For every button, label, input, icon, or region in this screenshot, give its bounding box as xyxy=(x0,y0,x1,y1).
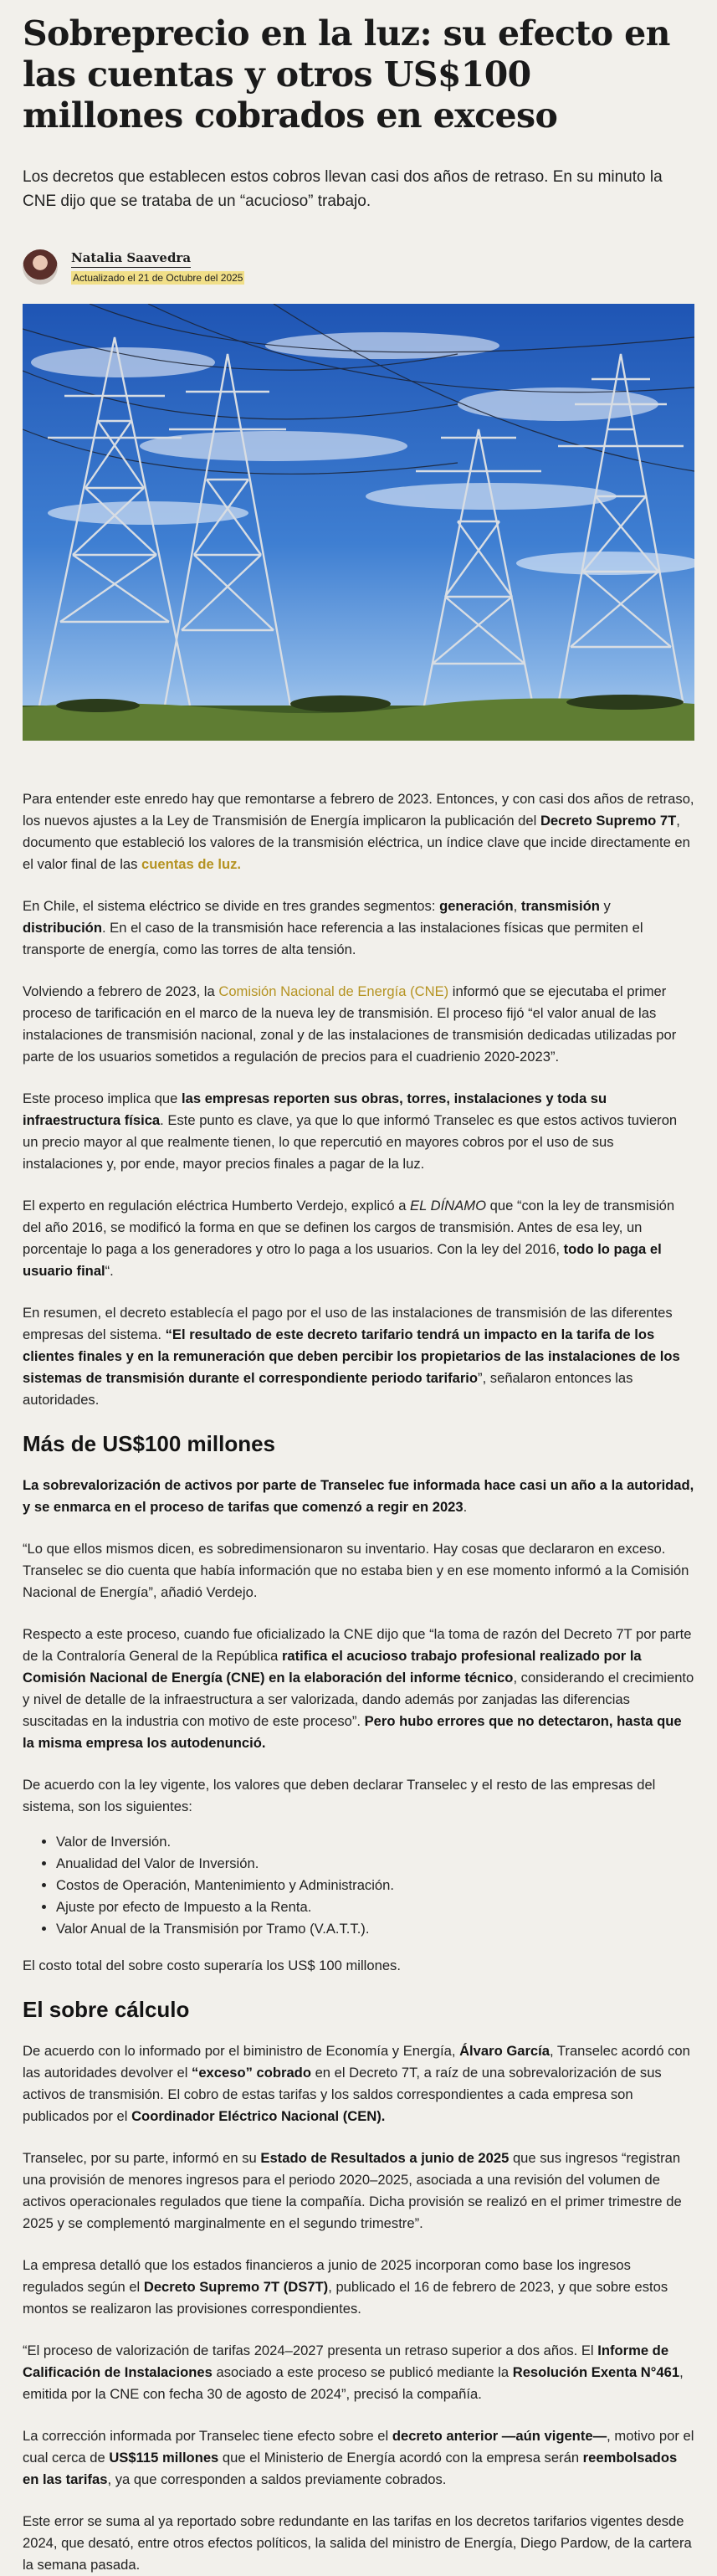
byline xyxy=(23,249,694,285)
paragraph: La empresa detalló que los estados financieros a junio de 2025 incorporan como base los ingresos regulados según el Decreto Supremo 7T (DS7T), publicado el 16 de febrero de 2023, y que sobre estos montos se realizaron las provisiones correspondientes. xyxy=(23,2257,668,2317)
paragraph: Para entender este enredo hay que remontarse a febrero de 2023. Entonces, y con casi dos años de retraso, los nuevos ajustes a la Ley de Transmisión de Energía implicaron la publicación del Decreto Supremo 7T, documento que estableció los valores de la transmisión eléctrica, un índice clave que incide directamente en el valor final de las cuentas de luz. xyxy=(23,791,694,872)
paragraph: Transelec, por su parte, informó en su Estado de Resultados a junio de 2025 que sus ingresos “registran una provisión de menores ingresos para el periodo 2020–2025, asociada a una revisión del volumen de activos operacionales regulados que tiene la compañía. Dicha provisión se realizó en el primer trimestre de 2025 y se complementó marginalmente en el segundo trimestre”. xyxy=(23,2150,682,2231)
section-heading-el-sobre-calculo: El sobre cálculo xyxy=(23,1997,190,2022)
paragraph: De acuerdo con la ley vigente, los valores que deben declarar Transelec y el resto de las empresas del sistema, son los siguientes: xyxy=(23,1777,656,1814)
paragraph: En resumen, el decreto establecía el pago por el uso de las instalaciones de transmisión de las diferentes empresas del sistema. “El resultado de este decreto tarifario tendrá un impacto en la tarifa de los clientes finales y en la remuneración que deben percibir los propietarios de las instalaciones de los sistemas de transmisión durante el correspondiente periodo tarifario”, señalaron entonces las autoridades. xyxy=(23,1305,680,1408)
list-item: • Ajuste por efecto de Impuesto a la Renta. xyxy=(56,1896,694,1918)
paragraph: “Lo que ellos mismos dicen, es sobredimensionaron su inventario. Hay cosas que declararon en exceso. Transelec se dio cuenta que había información que no estaba bien y en ese momento informó a la Comisión Nacional de Energía”, añadió Verdejo. xyxy=(23,1541,689,1600)
paragraph: La sobrevalorización de activos por parte de Transelec fue informada hace casi un año a la autoridad, y se enmarca en el proceso de tarifas que comenzó a regir en 2023. xyxy=(23,1477,694,1515)
updated-date: Actualizado el 21 de Octubre del 2025 xyxy=(73,271,243,284)
paragraph: La corrección informada por Transelec tiene efecto sobre el decreto anterior —aún vigente—, motivo por el cual cerca de US$115 millones que el Ministerio de Energía acordó con la empresa serán reembolsados en las tarifas, ya que corresponden a saldos previamente cobrados. xyxy=(23,2428,694,2487)
list-item: • Anualidad del Valor de Inversión. xyxy=(56,1853,694,1875)
paragraph: Este error se suma al ya reportado sobre redundante en las tarifas en los decretos tarifarios vigentes desde 2024, que desató, entre otros efectos políticos, la salida del ministro de Energía, Diego Pardow, de la cartera la semana pasada. xyxy=(23,2513,692,2573)
section-heading-mas-de-100-millones: Más de US$100 millones xyxy=(23,1431,276,1456)
link-cne[interactable]: Comisión Nacional de Energía (CNE) xyxy=(218,983,449,999)
list-item: • Valor Anual de la Transmisión por Tramo (V.A.T.T.). xyxy=(56,1918,694,1940)
author-avatar[interactable] xyxy=(23,249,58,285)
list-item: • Valor de Inversión. xyxy=(56,1831,694,1853)
paragraph: De acuerdo con lo informado por el biministro de Economía y Energía, Álvaro García, Transelec acordó con las autoridades devolver el “exceso” cobrado en el Decreto 7T, a raíz de una sobrevalorización de sus activos de transmisión. El cobro de estas tarifas y los saldos correspondientes a cada empresa son publicados por el Coordinador Eléctrico Nacional (CEN). xyxy=(23,2043,690,2124)
paragraph: Respecto a este proceso, cuando fue oficializado la CNE dijo que “la toma de razón del Decreto 7T por parte de la Contraloría General de la República ratifica el acucioso trabajo profesional realizado por la Comisión Nacional de Energía (CNE) en la elaboración del informe técnico, considerando el crecimiento y nivel de detalle de la infraestructura a ser valorizada, dando además por zanjadas las diferencias suscitadas en la industria con motivo de este proceso”. Pero hubo errores que no detectaron, hasta que la misma empresa los autodenunció. xyxy=(23,1626,694,1751)
article-lead: Los decretos que establecen estos cobros llevan casi dos años de retraso. En su minuto la CNE dijo que se trataba de un “acucioso” trabajo. xyxy=(23,168,663,210)
paragraph: Volviendo a febrero de 2023, la Comisión Nacional de Energía (CNE) informó que se ejecutaba el primer proceso de tarificación en el marco de la nueva ley de transmisión. El proceso fijó “el valor anual de las instalaciones de transmisión nacional, zonal y de las instalaciones de transmisión dedicadas utilizadas por parte de los usuarios sometidos a regulación de precios para el cuadrienio 2020-2023”. xyxy=(23,983,677,1065)
paragraph: El costo total del sobre costo superaría los US$ 100 millones. xyxy=(23,1958,401,1973)
paragraph: En Chile, el sistema eléctrico se divide en tres grandes segmentos: generación, transmisión y distribución. En el caso de la transmisión hace referencia a las instalaciones físicas que permiten el transporte de energía, como las torres de alta tensión. xyxy=(23,898,643,957)
list-item: • Costos de Operación, Mantenimiento y Administración. xyxy=(56,1875,694,1896)
paragraph: El experto en regulación eléctrica Humberto Verdejo, explicó a EL DÍNAMO que “con la ley de transmisión del año 2016, se modificó la forma en que se definen los cargos de transmisión. Antes de esa ley, un porcentaje lo paga a los generadores y otro lo paga a los usuarios. Con la ley del 2016, todo lo paga el usuario final“. xyxy=(23,1198,675,1279)
article-title: Sobreprecio en la luz: su efecto en las cuentas y otros US$100 millones cobrados en exceso xyxy=(23,13,670,136)
paragraph: “El proceso de valorización de tarifas 2024–2027 presenta un retraso superior a dos años. El Informe de Calificación de Instalaciones asociado a este proceso se publicó mediante la Resolución Exenta N°461, emitida por la CNE con fecha 30 de agosto de 2024”, precisó la compañía. xyxy=(23,2343,684,2402)
values-list xyxy=(23,1831,694,1940)
hero-image-power-towers xyxy=(23,304,694,741)
link-cuentas-de-luz[interactable]: cuentas de luz. xyxy=(141,856,241,872)
author-name-link[interactable]: Natalia Saavedra xyxy=(71,250,191,268)
article-body xyxy=(23,788,694,2576)
paragraph: Este proceso implica que las empresas reporten sus obras, torres, instalaciones y toda su infraestructura física. Este punto es clave, ya que lo que informó Transelec es que estos activos tuvieron un precio mayor al que realmente tienen, lo que repercutió en mayores cobros por el uso de sus instalaciones y, por ende, mayor precios finales a pagar de la luz. xyxy=(23,1090,678,1172)
